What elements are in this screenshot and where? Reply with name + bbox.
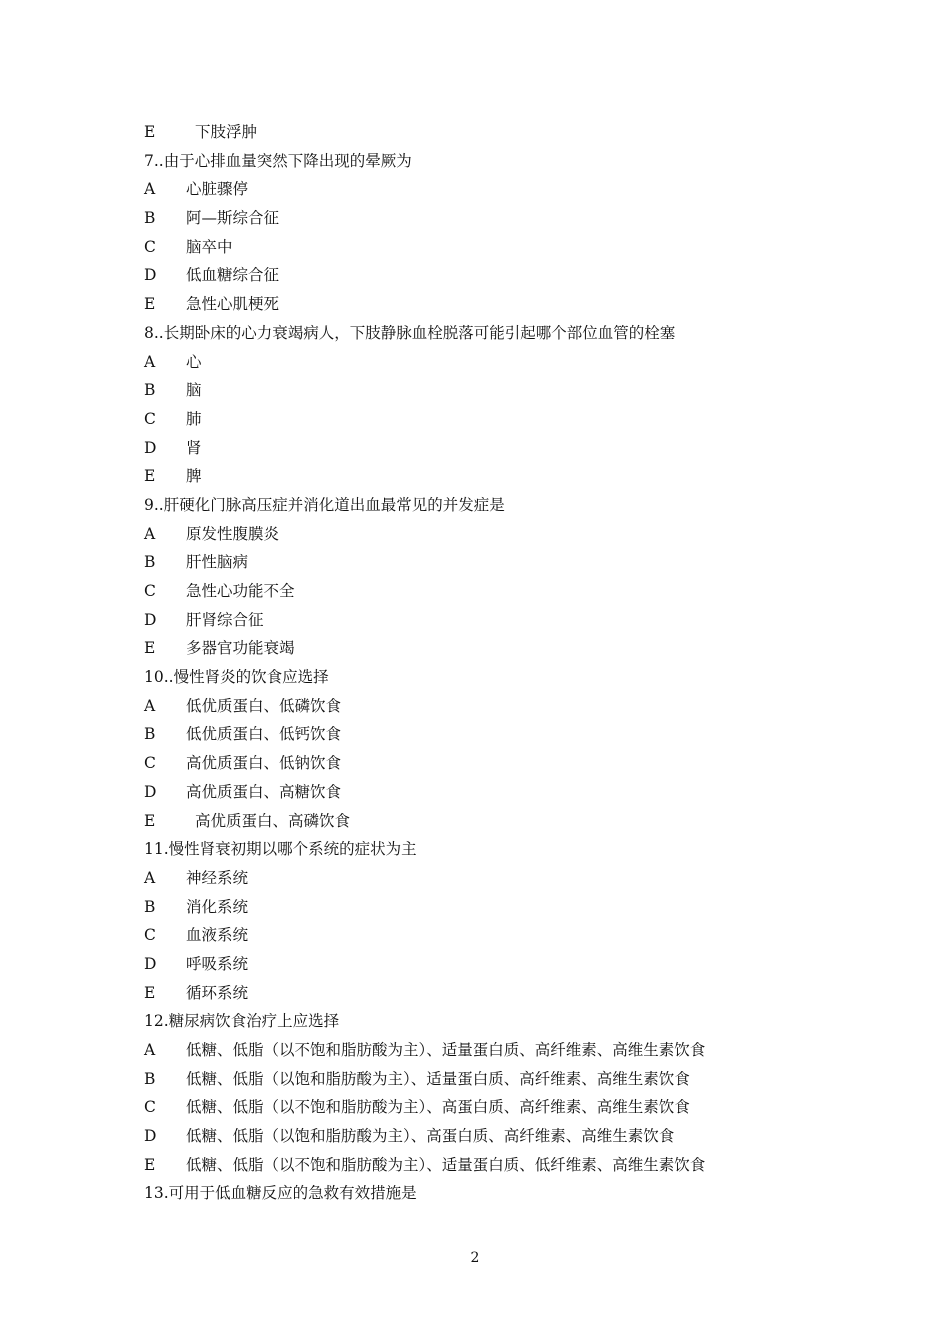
question-text: 慢性肾炎的饮食应选择 [173, 668, 329, 687]
option-line [144, 950, 824, 979]
option-line [144, 606, 824, 635]
option-letter: C [144, 409, 156, 428]
option-line [144, 118, 824, 147]
option-line [144, 577, 824, 606]
option-line [144, 290, 824, 319]
page-number: 2 [470, 1250, 480, 1266]
question-text: 由于心排血量突然下降出现的晕厥为 [163, 151, 412, 170]
question-line [144, 1007, 824, 1036]
option-text: 急性心肌梗死 [186, 295, 280, 314]
option-text: 急性心功能不全 [186, 582, 295, 600]
option-text: 脑卒中 [186, 237, 233, 256]
option-text: 肺 [186, 409, 202, 428]
option-letter: D [144, 1127, 157, 1146]
option-text: 肝肾综合征 [186, 610, 264, 629]
question-number: 13. [144, 1184, 169, 1203]
option-line [144, 1093, 824, 1122]
option-text: 血液系统 [186, 926, 249, 945]
option-line [144, 204, 824, 233]
option-letter: D [144, 610, 157, 629]
option-letter: B [144, 553, 156, 572]
option-text: 呼吸系统 [186, 954, 249, 973]
question-text: 长期卧床的心力衰竭病人，下肢静脉血栓脱落可能引起哪个部位血管的栓塞 [163, 323, 676, 342]
option-line [144, 979, 824, 1008]
option-letter: E [144, 467, 156, 486]
option-text: 多器官功能衰竭 [186, 639, 295, 658]
question-number: 8.. [144, 323, 164, 342]
option-text: 低糖、低脂（以不饱和脂肪酸为主）、高蛋白质、高纤维素、高维生素饮食 [186, 1098, 690, 1117]
question-line [144, 663, 824, 692]
option-text: 肝性脑病 [186, 553, 249, 572]
option-letter: D [144, 782, 157, 801]
option-text: 高优质蛋白、低钠饮食 [186, 754, 342, 773]
option-letter: E [144, 295, 156, 314]
option-line [144, 921, 824, 950]
question-line [144, 491, 824, 520]
option-letter: E [144, 123, 156, 141]
option-letter: B [144, 725, 156, 744]
option-letter: E [144, 811, 156, 830]
option-text: 低糖、低脂（以不饱和脂肪酸为主）、适量蛋白质、低纤维素、高维生素饮食 [186, 1155, 706, 1174]
option-text: 肾 [186, 438, 202, 457]
option-text: 低优质蛋白、低钙饮食 [186, 725, 342, 744]
option-line [144, 1065, 824, 1094]
option-letter: D [144, 954, 157, 973]
option-line [144, 778, 824, 807]
question-number: 10.. [144, 668, 174, 687]
question-number: 9.. [144, 495, 164, 514]
option-line [144, 864, 824, 893]
option-text: 低糖、低脂（以饱和脂肪酸为主）、适量蛋白质、高纤维素、高维生素饮食 [186, 1069, 690, 1088]
option-text: 低优质蛋白、低磷饮食 [186, 696, 342, 715]
option-letter: E [144, 983, 156, 1002]
option-text: 原发性腹膜炎 [186, 524, 280, 543]
question-text: 可用于低血糖反应的急救有效措施是 [168, 1184, 417, 1203]
option-text: 下肢浮肿 [195, 123, 258, 141]
option-line [144, 807, 824, 836]
option-letter: B [144, 381, 156, 400]
option-text: 神经系统 [186, 868, 249, 887]
option-line [144, 348, 824, 377]
option-letter: D [144, 438, 157, 457]
option-text: 低糖、低脂（以饱和脂肪酸为主）、高蛋白质、高纤维素、高维生素饮食 [186, 1127, 675, 1146]
question-number: 11. [144, 840, 169, 859]
option-line [144, 175, 824, 204]
option-text: 消化系统 [186, 897, 249, 916]
option-letter: A [144, 524, 156, 543]
question-line [144, 319, 824, 348]
option-line [144, 634, 824, 663]
option-line [144, 434, 824, 463]
option-letter: B [144, 897, 156, 916]
option-line [144, 520, 824, 549]
option-line [144, 548, 824, 577]
option-line [144, 1151, 824, 1180]
option-text: 脑 [186, 381, 202, 400]
option-text: 心脏骤停 [186, 180, 249, 199]
option-line [144, 233, 824, 262]
option-letter: B [144, 209, 156, 228]
option-line [144, 720, 824, 749]
option-line [144, 749, 824, 778]
option-line [144, 692, 824, 721]
question-text: 慢性肾衰初期以哪个系统的症状为主 [168, 840, 417, 859]
question-number: 7.. [144, 151, 164, 170]
option-text: 循环系统 [186, 983, 249, 1002]
option-text: 阿—斯综合征 [186, 209, 280, 228]
option-line [144, 405, 824, 434]
option-letter: E [144, 1155, 156, 1174]
option-letter: C [144, 926, 156, 945]
question-line [144, 1179, 824, 1208]
question-line [144, 835, 824, 864]
option-text: 心 [186, 352, 202, 371]
option-letter: C [144, 237, 156, 256]
option-letter: A [144, 352, 156, 371]
question-line [144, 147, 824, 176]
option-text: 低糖、低脂（以不饱和脂肪酸为主）、适量蛋白质、高纤维素、高维生素饮食 [186, 1041, 706, 1059]
option-letter: C [144, 754, 156, 773]
question-number: 12. [144, 1012, 169, 1031]
option-text: 高优质蛋白、高糖饮食 [186, 782, 342, 801]
option-text: 脾 [186, 467, 202, 486]
option-letter: C [144, 582, 156, 600]
option-line [144, 462, 824, 491]
question-list [144, 118, 824, 1208]
option-line [144, 1122, 824, 1151]
option-text: 高优质蛋白、高磷饮食 [195, 811, 351, 830]
option-letter: B [144, 1069, 156, 1088]
option-letter: A [144, 1041, 156, 1059]
option-line [144, 261, 824, 290]
question-text: 肝硬化门脉高压症并消化道出血最常见的并发症是 [163, 495, 505, 514]
option-text: 低血糖综合征 [186, 266, 280, 285]
option-line [144, 1036, 824, 1065]
option-letter: C [144, 1098, 156, 1117]
option-letter: E [144, 639, 156, 658]
question-text: 糖尿病饮食治疗上应选择 [168, 1012, 340, 1031]
option-letter: A [144, 696, 156, 715]
option-letter: D [144, 266, 157, 285]
option-line [144, 893, 824, 922]
option-line [144, 376, 824, 405]
option-letter: A [144, 180, 156, 199]
option-letter: A [144, 868, 156, 887]
